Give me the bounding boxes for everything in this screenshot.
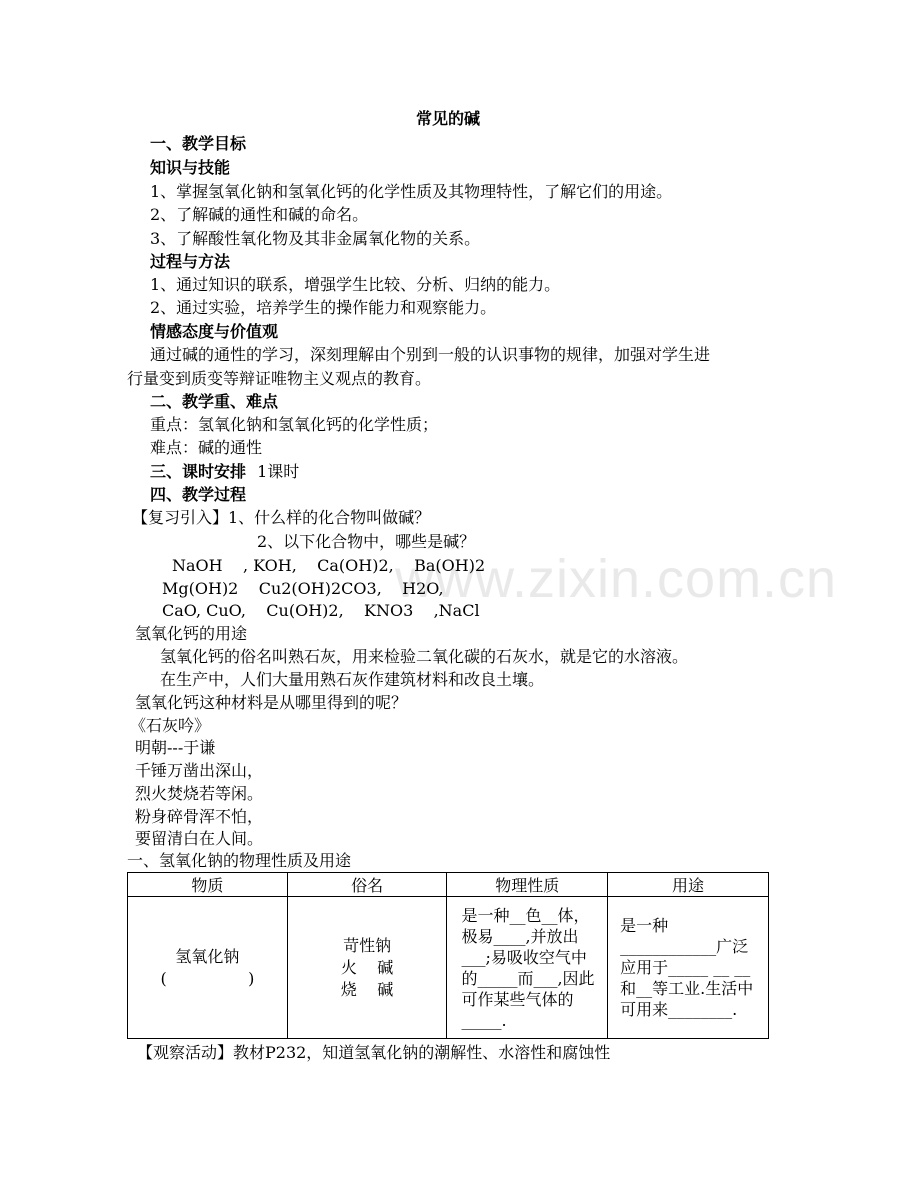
- emotion-text: 行量变到质变等辩证唯物主义观点的教育。: [127, 369, 432, 388]
- review-question-1: 【复习引入】1、什么样的化合物叫做碱？: [132, 508, 431, 527]
- substance-name: 氢氧化钠: [175, 946, 240, 966]
- common-name: 苛性钠: [343, 935, 392, 955]
- physical-property-text: 是一种__色__体，极易____,并放出___;易吸收空气中的_____而___,因此可作某些气体的_____.: [461, 905, 595, 1030]
- section-3: [150, 461, 299, 483]
- poem-line: 粉身碎骨浑不怕，: [135, 807, 264, 826]
- section-1-heading: 一、教学目标: [150, 134, 247, 153]
- poem-line: 要留清白在人间。: [135, 829, 264, 848]
- common-name: 烧 碱: [340, 979, 394, 999]
- knowledge-heading: 知识与技能: [150, 158, 231, 177]
- table-row: [128, 897, 769, 1039]
- table-header-cell: 物质: [128, 873, 288, 897]
- table-header-cell: 用途: [608, 873, 769, 897]
- table-header-cell: 俗名: [287, 873, 447, 897]
- substance-cell: [128, 897, 288, 1039]
- table-header-cell: 物理性质: [447, 873, 608, 897]
- formula-list: CaO, CuO, Cu(OH)2, KNO3 ,NaCl: [162, 601, 480, 620]
- key-point: 重点：氢氧化钠和氢氧化钙的化学性质；: [150, 415, 439, 434]
- formula-list: NaOH , KOH, Ca(OH)2, Ba(OH)2: [172, 556, 486, 575]
- substance-paren: ( ): [160, 968, 255, 988]
- naoh-properties-table: [127, 872, 769, 1039]
- common-name: 火 碱: [340, 957, 394, 977]
- naoh-section-heading: 一、氢氧化钠的物理性质及用途: [127, 851, 352, 870]
- caoh-question: 氢氧化钙这种材料是从哪里得到的呢？: [135, 693, 408, 712]
- knowledge-item: 2、了解碱的通性和碱的命名。: [150, 205, 369, 224]
- process-item: 2、通过实验，培养学生的操作能力和观察能力。: [150, 298, 497, 317]
- difficult-point: 难点：碱的通性: [150, 438, 263, 457]
- emotion-heading: 情感态度与价值观: [150, 322, 279, 341]
- section-3-value: 1课时: [257, 462, 300, 481]
- section-3-heading: 三、课时安排: [150, 462, 247, 481]
- poem-author: 明朝---于谦: [135, 738, 216, 757]
- common-name-cell: [287, 897, 447, 1039]
- emotion-text: 通过碱的通性的学习，深刻理解由个别到一般的认识事物的规律，加强对学生进: [150, 345, 711, 364]
- formula-list: Mg(OH)2 Cu2(OH)2CO3, H2O,: [162, 579, 444, 598]
- document-title: 常见的碱: [416, 109, 481, 128]
- uses-text: 是一种____________广泛应用于_____ __ __ 和__等工业.生活中可用来________.: [620, 916, 754, 1019]
- caoh-text: 氢氧化钙的俗名叫熟石灰，用来检验二氧化碳的石灰水，就是它的水溶液。: [160, 647, 689, 666]
- review-question-2: 2、以下化合物中，哪些是碱？: [257, 532, 476, 551]
- watermark: www.zixin.com.cn: [395, 549, 838, 609]
- knowledge-item: 1、掌握氢氧化钠和氢氧化钙的化学性质及其物理特性，了解它们的用途。: [150, 182, 673, 201]
- observe-activity: 【观察活动】教材P232，知道氢氧化钠的潮解性、水溶性和腐蚀性: [137, 1043, 611, 1062]
- poem-title: 《石灰吟》: [130, 716, 211, 735]
- poem-line: 烈火焚烧若等闲。: [135, 784, 264, 803]
- process-item: 1、通过知识的联系，增强学生比较、分析、归纳的能力。: [150, 275, 561, 294]
- table-header-row: [128, 873, 769, 897]
- physical-property-cell: [447, 897, 608, 1039]
- section-4-heading: 四、教学过程: [150, 485, 247, 504]
- caoh-text: 在生产中，人们大量用熟石灰作建筑材料和改良土壤。: [160, 670, 545, 689]
- uses-cell: [608, 897, 769, 1039]
- caoh-use-heading: 氢氧化钙的用途: [135, 624, 248, 643]
- knowledge-item: 3、了解酸性氧化物及其非金属氧化物的关系。: [150, 229, 481, 248]
- process-heading: 过程与方法: [150, 252, 231, 271]
- section-2-heading: 二、教学重、难点: [150, 392, 279, 411]
- poem-line: 千锤万凿出深山，: [135, 761, 264, 780]
